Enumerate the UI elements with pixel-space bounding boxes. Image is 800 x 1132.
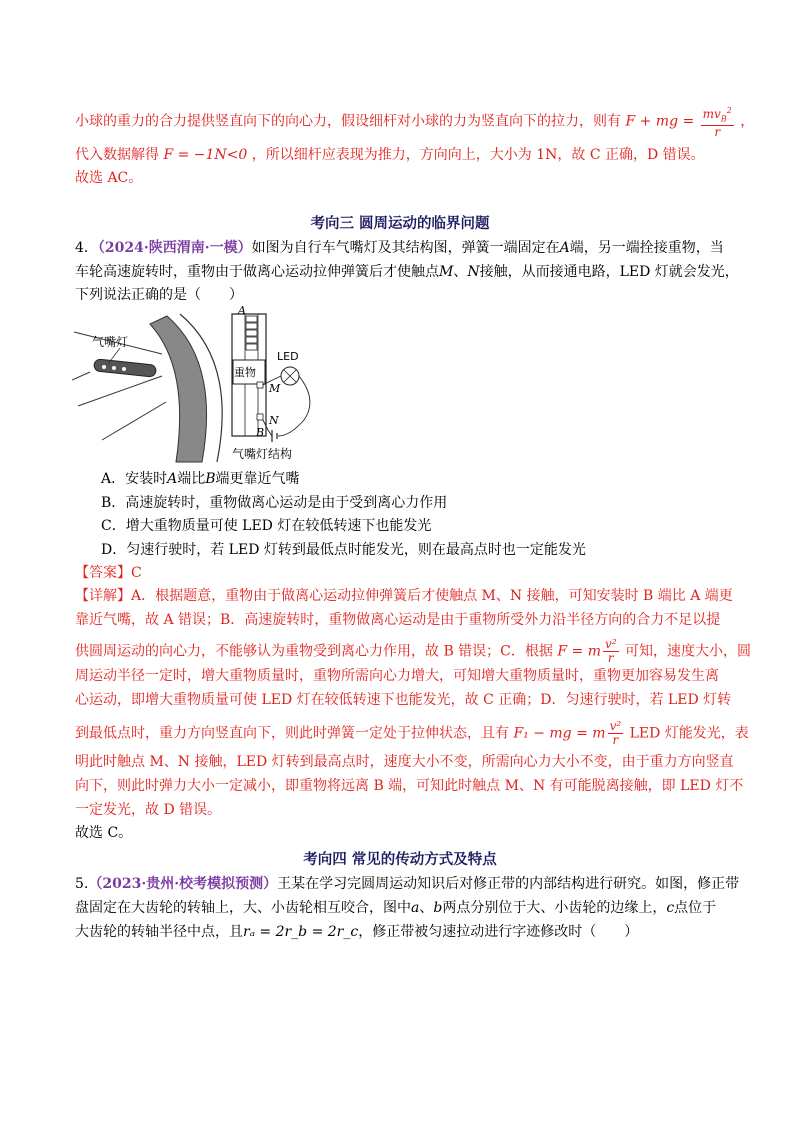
q5-stem-line-3: 大齿轮的转轴半径中点，且rₐ = 2r_b = 2r_c，修正带被匀速拉动进行字迹修改时（ ） — [75, 924, 639, 940]
contact-N — [257, 414, 263, 420]
section-heading-3: 考向三 圆周运动的临界问题 — [310, 216, 490, 232]
solution-line-2: 代入数据解得 F = −1N<0 ，所以细杆应表现为推力，方向向上，大小为 1N，故 C 正确，D 错误。 — [75, 147, 705, 163]
lamp-led-3 — [122, 367, 126, 371]
q4-detail-line-6: 到最低点时，重力方向竖直向下，则此时弹簧一定处于拉伸状态，且有 F₁ − mg = m $\frac{\text{v²}}{r}$ LED 灯能发光，表 — [75, 719, 749, 747]
q4-stem-line-3: 下列说法正确的是（ ） — [75, 287, 243, 303]
wire-return — [278, 376, 310, 436]
section-heading-4: 考向四 常见的传动方式及特点 — [303, 852, 497, 868]
q4-detail-line-3: 供圆周运动的向心力，不能够认为重物受到离心力作用，故 B 错误；C．根据 F = m $\frac{\text{v²}}{r}$ 可知，速度大小，圆 — [75, 637, 752, 665]
q4-option-a: A．安装时A端比B端更靠近气嘴 — [101, 471, 300, 487]
formula-result: F = −1N<0 — [163, 147, 248, 163]
q4-detail-line-9: 一定发光，故 D 错误。 — [75, 802, 222, 818]
solution-conclusion: 故选 AC。 — [75, 170, 143, 186]
label-B: B — [256, 426, 265, 439]
question-source: （2023·贵州·校考模拟预测） — [88, 876, 278, 892]
solution-line-1: 小球的重力的合力提供竖直向下的向心力，假设细杆对小球的力为竖直向下的拉力，则有 F + mg = $\frac{mv_B^2}{r}$ ， — [75, 106, 755, 140]
lamp-led-1 — [102, 365, 106, 369]
label-N: N — [269, 414, 279, 427]
valve-lamp-figure — [72, 302, 332, 464]
q4-detail-line-4: 周运动半径一定时，增大重物质量时，重物所需向心力增大，可知增大重物质量时，重物更加容易发生离 — [75, 668, 719, 684]
q4-conclusion: 故选 C。 — [75, 825, 133, 841]
question-source: （2024·陕西渭南·一模） — [97, 240, 252, 256]
contact-M — [257, 382, 263, 388]
formula-left: F + mg = — [625, 113, 695, 130]
q4-option-d: D．匀速行驶时，若 LED 灯转到最低点时能发光，则在最高点时也一定能发光 — [101, 542, 586, 558]
spoke-4 — [72, 372, 90, 380]
label-M: M — [269, 382, 281, 395]
spoke-2 — [78, 376, 162, 406]
lamp-led-2 — [112, 366, 116, 370]
label-A: A — [238, 304, 246, 317]
question-number: 4． — [75, 240, 98, 256]
q4-detail-line-2: 靠近气嘴，故 A 错误；B．高速旋转时，重物做离心运动是由于重物所受外力沿半径方向的合力不足以提 — [75, 612, 721, 628]
figure-caption: 气嘴灯结构 — [232, 447, 293, 461]
q5-stem-line-2: 盘固定在大齿轮的转轴上，大、小齿轮相互咬合，图中a、b两点分别位于大、小齿轮的边缘上，c点位于 — [75, 900, 717, 916]
q4-detail-line-5: 心运动，即增大重物质量可使 LED 灯在较低转速下也能发光，故 C 正确；D．匀速行驶时，若 LED 灯转 — [75, 692, 732, 708]
q4-option-b: B．高速旋转时，重物做离心运动是由于受到离心力作用 — [101, 495, 448, 511]
question-number: 5. — [75, 876, 89, 892]
formula-fraction: $\frac{mv_B^2}{r}$ — [702, 106, 732, 140]
q5-stem-line-1: 5.（2023·贵州·校考模拟预测）王某在学习完圆周运动知识后对修正带的内部结构进行研究。如图，修正带 — [75, 876, 740, 892]
tire-arc — [150, 316, 207, 462]
weight-label: 重物 — [234, 366, 256, 379]
q4-option-c: C．增大重物质量可使 LED 灯在较低转速下也能发光 — [101, 518, 432, 534]
lamp-label: 气嘴灯 — [92, 335, 129, 349]
spoke-3 — [102, 402, 166, 440]
solution-text: 小球的重力的合力提供竖直向下的向心力，假设细杆对小球的力为竖直向下的拉力，则有 — [75, 113, 621, 130]
q4-detail-line-7: 明此时触点 M、N 接触，LED 灯转到最高点时，速度大小不变，所需向心力大小不变，由于重力方向竖直 — [75, 754, 734, 770]
q4-stem-line-1: 4．（2024·陕西渭南·一模）如图为自行车气嘴灯及其结构图，弹簧一端固定在A端，另一端拴接重物，当 — [75, 240, 724, 256]
q4-stem-line-2: 车轮高速旋转时，重物由于做离心运动拉伸弹簧后才使触点M、N接触，从而接通电路，LED 灯就会发光， — [75, 264, 739, 280]
q4-detail-line-1: 【详解】A．根据题意，重物由于做离心运动拉伸弹簧后才使触点 M、N 接触，可知安装时 B 端比 A 端更 — [75, 588, 733, 604]
led-label: LED — [277, 350, 299, 363]
q4-detail-line-8: 向下，则此时弹力大小一定减小，即重物将远离 B 端，可知此时触点 M、N 有可能脱离接触，即 LED 灯不 — [75, 778, 744, 794]
q4-answer: 【答案】C — [75, 565, 142, 581]
